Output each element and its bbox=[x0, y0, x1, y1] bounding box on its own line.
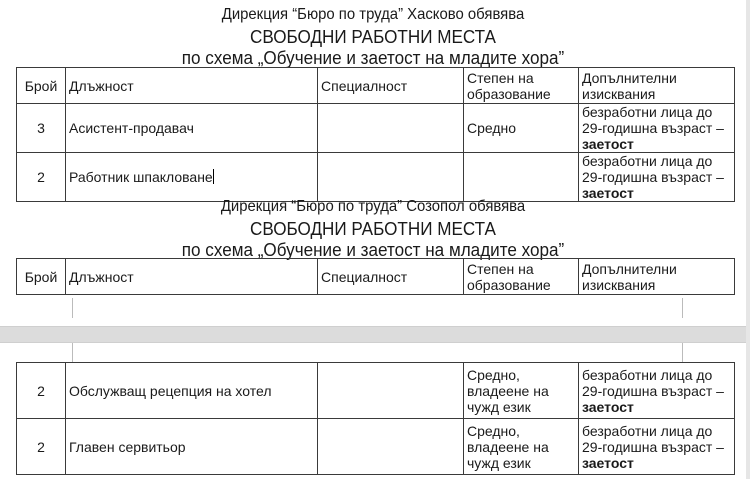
table-row bbox=[17, 363, 735, 419]
requirements-bold-text: заетост bbox=[582, 454, 634, 471]
cell-education[interactable]: Средно, владеене на чужд език bbox=[464, 363, 579, 419]
section-2-heading-line1: Дирекция “Бюро по труда” Созопол обявява bbox=[220, 198, 526, 215]
cell-position[interactable]: Главен сервитьор bbox=[66, 419, 318, 475]
document-page-2 bbox=[0, 343, 746, 479]
cell-count[interactable]: 3 bbox=[17, 104, 66, 153]
requirements-text: безработни лица до 29-годишна възраст – bbox=[582, 422, 724, 455]
page-margin-mark-top-right bbox=[682, 343, 697, 363]
section-1-jobs-table bbox=[16, 67, 735, 202]
header-count: Брой bbox=[17, 68, 66, 104]
cell-specialty[interactable] bbox=[318, 104, 464, 153]
cell-education[interactable] bbox=[464, 153, 579, 202]
section-2-heading-scheme: по схема „Обучение и заетост на младите хора” bbox=[181, 240, 565, 260]
cell-count[interactable]: 2 bbox=[17, 153, 66, 202]
table-header-row bbox=[17, 68, 735, 104]
requirements-bold-text: заетост bbox=[582, 185, 634, 201]
header-requirements: Допълнителни изисквания bbox=[579, 68, 735, 104]
window-right-edge bbox=[746, 0, 750, 479]
cell-count[interactable]: 2 bbox=[17, 419, 66, 475]
cell-requirements[interactable] bbox=[579, 153, 735, 202]
cell-education[interactable]: Средно bbox=[464, 104, 579, 153]
section-2-jobs-table-header bbox=[16, 258, 735, 295]
cell-requirements[interactable] bbox=[579, 363, 735, 419]
header-specialty: Специалност bbox=[318, 68, 464, 104]
cell-position[interactable]: Асистент-продавач bbox=[66, 104, 318, 153]
header-count: Брой bbox=[17, 259, 66, 295]
table-row bbox=[17, 153, 735, 202]
section-2-jobs-table bbox=[16, 362, 735, 475]
header-education: Степен на образование bbox=[464, 259, 579, 295]
header-position: Длъжност bbox=[66, 259, 318, 295]
table-row bbox=[17, 104, 735, 153]
page-margin-mark-top-left bbox=[58, 343, 73, 363]
header-specialty: Специалност bbox=[318, 259, 464, 295]
table-row bbox=[17, 419, 735, 475]
page-margin-mark-bottom-left bbox=[58, 298, 73, 318]
table-header-row bbox=[17, 259, 735, 295]
requirements-text: безработни лица до 29-годишна възраст – bbox=[582, 153, 724, 185]
requirements-text: безработни лица до 29-годишна възраст – bbox=[582, 104, 724, 136]
cell-requirements[interactable] bbox=[579, 104, 735, 153]
section-1-heading-title: СВОБОДНИ РАБОТНИ МЕСТА bbox=[250, 27, 496, 47]
cell-requirements[interactable] bbox=[579, 419, 735, 475]
page-break-gap bbox=[0, 326, 750, 343]
cell-education[interactable]: Средно, владеене на чужд език bbox=[464, 419, 579, 475]
cell-specialty[interactable] bbox=[318, 419, 464, 475]
cell-position[interactable]: Обслужващ рецепция на хотел bbox=[66, 363, 318, 419]
header-education: Степен на образование bbox=[464, 68, 579, 104]
header-position: Длъжност bbox=[66, 68, 318, 104]
section-1-heading-scheme: по схема „Обучение и заетост на младите хора” bbox=[181, 48, 565, 68]
header-requirements: Допълнителни изисквания bbox=[579, 259, 735, 295]
text-cursor bbox=[213, 169, 214, 184]
cell-count[interactable]: 2 bbox=[17, 363, 66, 419]
position-text: Работник шпакловане bbox=[69, 169, 213, 185]
cell-specialty[interactable] bbox=[318, 363, 464, 419]
requirements-text: безработни лица до 29-годишна възраст – bbox=[582, 366, 724, 399]
page-margin-mark-bottom-right bbox=[682, 298, 697, 318]
cell-position[interactable] bbox=[66, 153, 318, 202]
section-1-heading-line1: Дирекция “Бюро по труда” Хасково обявява bbox=[221, 6, 525, 23]
cell-specialty[interactable] bbox=[318, 153, 464, 202]
requirements-bold-text: заетост bbox=[582, 136, 634, 152]
requirements-bold-text: заетост bbox=[582, 398, 634, 415]
section-2-heading-title: СВОБОДНИ РАБОТНИ МЕСТА bbox=[250, 219, 496, 239]
